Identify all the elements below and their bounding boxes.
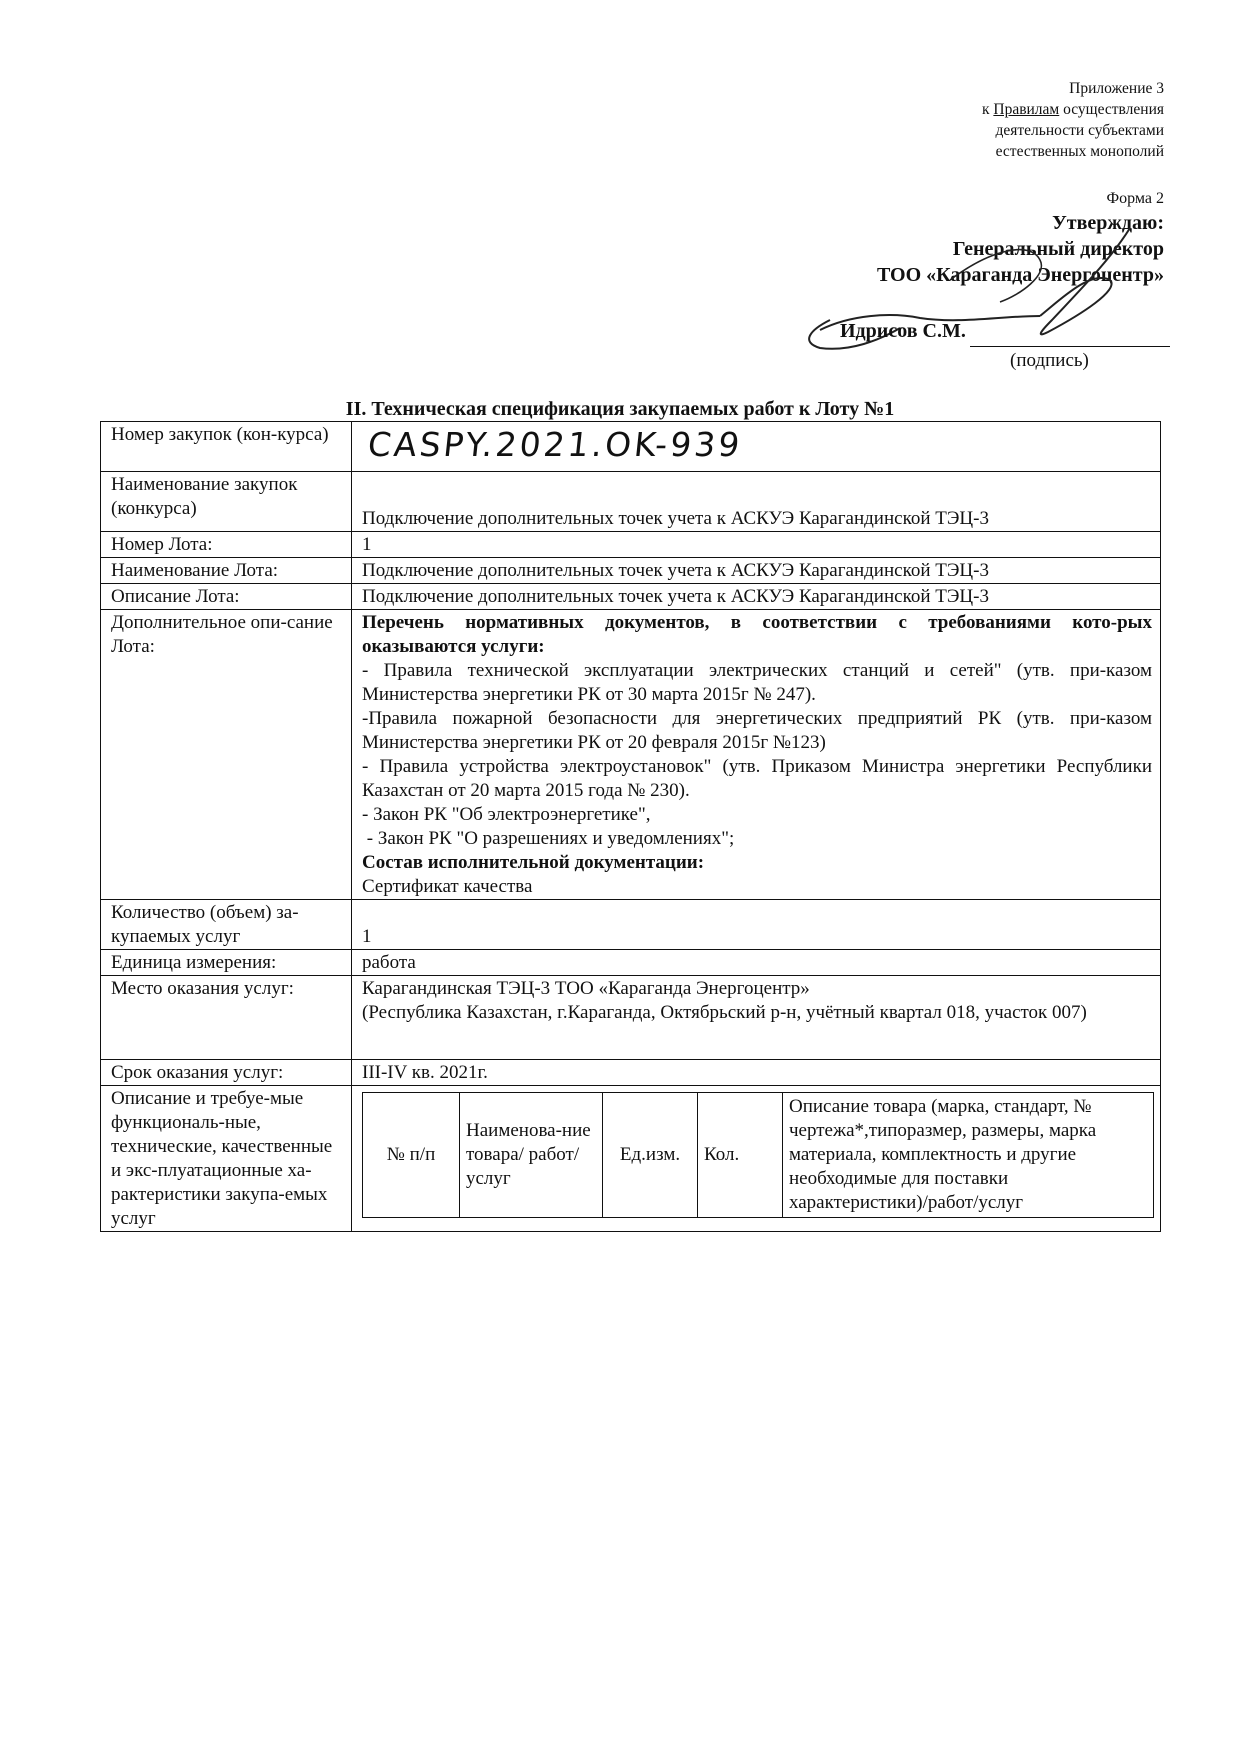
term-label: Срок оказания услуг: [101, 1060, 352, 1086]
specification-table [100, 421, 1161, 1232]
requirements-label: Описание и требуе-мые функциональ-ные, технические, качественные и экс-плуатационные ха-рактеристики закупа-емых услуг [101, 1086, 352, 1232]
executive-doc-item: Сертификат качества [362, 876, 533, 897]
term-value: III-IV кв. 2021г. [352, 1060, 1161, 1086]
unit-value: работа [352, 950, 1161, 976]
signature-line [970, 346, 1170, 347]
appendix-line-2-prefix: к [981, 101, 994, 118]
place-line-1: Карагандинская ТЭЦ-3 ТОО «Караганда Энергоцентр» [362, 978, 810, 999]
lot-description-value: Подключение дополнительных точек учета к АСКУЭ Карагандинской ТЭЦ-3 [352, 584, 1161, 610]
normative-doc-item: - Правила технической эксплуатации электрических станций и сетей" (утв. при-казом Министерства энергетики РК от 30 марта 2015г № 247). [362, 660, 1152, 705]
header-num: № п/п [363, 1093, 460, 1218]
row-lot-name [101, 558, 1161, 584]
appendix-line-3: деятельности субъектами [995, 122, 1164, 139]
goods-table [362, 1092, 1154, 1218]
form-number: Форма 2 [1106, 190, 1164, 207]
purchase-name-label: Наименование закупок (конкурса) [101, 472, 352, 532]
lot-name-value: Подключение дополнительных точек учета к АСКУЭ Карагандинской ТЭЦ-3 [352, 558, 1161, 584]
header-description: Описание товара (марка, стандарт, № чертежа*,типоразмер, размеры, марка материала, комплектность и другие необходимые для поставки характеристики)/работ/услуг [783, 1093, 1154, 1218]
purchase-number-handwritten: CASPY.2021.OK-939 [366, 425, 745, 464]
row-quantity [101, 900, 1161, 950]
normative-docs-heading: Перечень нормативных документов, в соответствии с требованиями кото-рых оказываются услуги: [362, 612, 1152, 657]
approval-line-3: ТОО «Караганда Энергоцентр» [876, 264, 1164, 286]
row-unit [101, 950, 1161, 976]
place-value [352, 976, 1161, 1060]
lot-number-label: Номер Лота: [101, 532, 352, 558]
header-name: Наименова-ние товара/ работ/услуг [460, 1093, 603, 1218]
lot-number-value: 1 [352, 532, 1161, 558]
normative-doc-item: -Правила пожарной безопасности для энергетических предприятий РК (утв. при-казом Министерства энергетики РК от 20 февраля 2015г №123) [362, 708, 1152, 753]
normative-doc-item: - Закон РК "О разрешениях и уведомлениях"; [362, 828, 735, 849]
purchase-name-value: Подключение дополнительных точек учета к АСКУЭ Карагандинской ТЭЦ-3 [352, 472, 1161, 532]
approval-line-1: Утверждаю: [1052, 212, 1164, 234]
row-additional-description [101, 610, 1161, 900]
rules-link: Правилам [993, 101, 1060, 118]
row-purchase-name [101, 472, 1161, 532]
unit-label: Единица измерения: [101, 950, 352, 976]
signature-caption: (подпись) [1010, 350, 1089, 371]
purchase-number-label: Номер закупок (кон-курса) [101, 422, 352, 472]
executive-docs-heading: Состав исполнительной документации: [362, 852, 705, 873]
additional-description-value [352, 610, 1161, 900]
row-requirements [101, 1086, 1161, 1232]
header-unit: Ед.изм. [603, 1093, 698, 1218]
goods-table-header [363, 1093, 1154, 1218]
appendix-line-2-suffix: осуществления [1059, 101, 1164, 118]
place-label: Место оказания услуг: [101, 976, 352, 1060]
normative-doc-item: - Закон РК "Об электроэнергетике", [362, 804, 651, 825]
appendix-line-2 [864, 99, 1164, 120]
lot-description-label: Описание Лота: [101, 584, 352, 610]
row-purchase-number [101, 422, 1161, 472]
approval-line-2: Генеральный директор [952, 238, 1164, 260]
purchase-number-value [352, 422, 1161, 472]
signature-area [820, 312, 1170, 372]
requirements-value [352, 1086, 1161, 1232]
section-title: II. Техническая спецификация закупаемых работ к Лоту №1 [345, 398, 895, 420]
header-qty: Кол. [698, 1093, 783, 1218]
row-lot-number [101, 532, 1161, 558]
row-place [101, 976, 1161, 1060]
signer-name: Идрисов С.М. [840, 320, 966, 342]
row-term [101, 1060, 1161, 1086]
place-line-2: (Республика Казахстан, г.Караганда, Октябрьский р-н, учётный квартал 018, участок 007) [362, 1002, 1087, 1023]
appendix-line-4: естественных монополий [995, 143, 1164, 160]
lot-name-label: Наименование Лота: [101, 558, 352, 584]
appendix-header [864, 78, 1164, 162]
normative-doc-item: - Правила устройства электроустановок" (утв. Приказом Министра энергетики Республики Казахстан от 20 марта 2015 года № 230). [362, 756, 1152, 801]
quantity-label: Количество (объем) за-купаемых услуг [101, 900, 352, 950]
additional-description-label: Дополнительное опи-сание Лота: [101, 610, 352, 900]
quantity-value: 1 [352, 900, 1161, 950]
row-lot-description [101, 584, 1161, 610]
appendix-line-1: Приложение 3 [1069, 80, 1164, 97]
